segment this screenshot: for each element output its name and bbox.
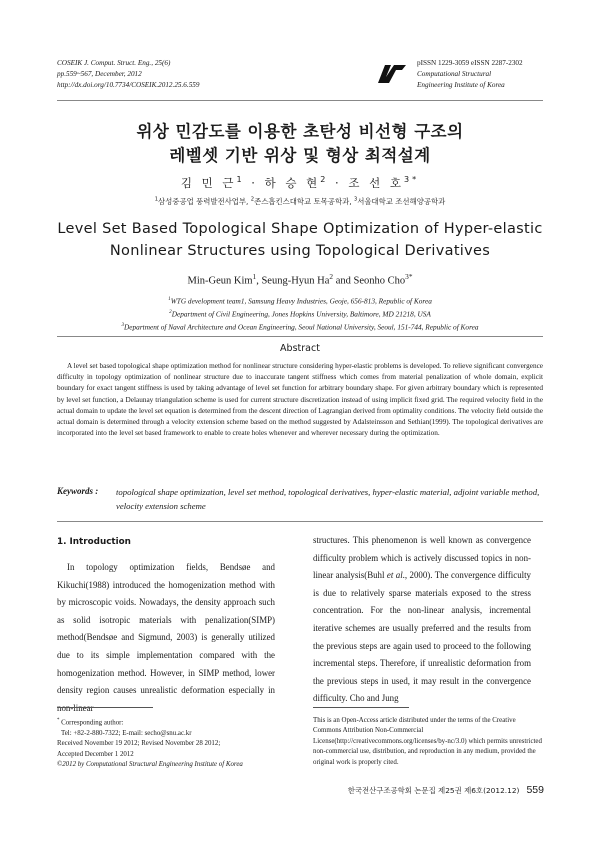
journal-line-2: pp.559~567, December, 2012 (57, 70, 142, 78)
journal-info-right (417, 58, 523, 91)
corresponding-author: Corresponding author: (59, 719, 124, 727)
affil-en-line-1 (0, 294, 600, 307)
author-footnote (57, 716, 287, 770)
korean-title-line-2: 레벨셋 기반 위상 및 형상 최적설계 (169, 146, 431, 165)
abstract-body: A level set based topological shape optimization method for nonlinear structure considering hyper-elastic problems is developed. To relieve significant convergence difficulty in topology optimization of nonlinear structure due to inaccurate tangent stiffness which comes from material penalization of whole domain, explicit boundary for exact tangent stiffness is used by taking advantage of level set function for arbitrary boundary shape. For given arbitrary boundary which is represented by level set function, a Delaunay triangulation scheme is used for current structure discretization instead of using implicit fixed grid. The required velocity field in the actual domain to update the level set equation is determined from the descent direction of Lagrangian derived from optimality conditions. The velocity field outside the actual domain is determined through a velocity extension scheme based on the method suggested by Adalsteinsson and Sethian(1999). The topological derivatives are incorporated into the level set based framework to enable to create holes whenever and wherever necessary during the optimization. (57, 362, 543, 438)
corresponding-author-line (57, 716, 287, 729)
accepted-date: Accepted December 1 2012 (57, 750, 134, 758)
english-title (0, 218, 600, 262)
received-dates: Received November 19 2012; Revised November 28 2012; (57, 740, 221, 748)
affil-ko-1: 삼성중공업 풍력발전사업부, (158, 197, 251, 206)
affil-ko-sup-1: 1 (154, 196, 159, 203)
affil-en-2: Department of Civil Engineering, Jones Hopkins University, Baltimore, MD 21218, USA (171, 309, 431, 319)
author-1-en: Min-Geun Kim (187, 275, 253, 287)
footnote-divider-left (57, 707, 153, 708)
author-3-ko-sup: 3* (403, 175, 420, 185)
affil-ko-sup-3: 3 (353, 196, 358, 203)
section-heading-introduction: 1. Introduction (57, 537, 131, 547)
abstract-heading: Abstract (280, 343, 320, 354)
footer-journal: 한국전산구조공학회 논문집 제25권 제6호(2012.12) (347, 786, 520, 795)
society-line-1: Computational Structural (417, 70, 492, 78)
contact-info: Tel: +82-2-880-7322; E-mail: secho@snu.ac.kr (61, 729, 192, 737)
author-1-ko-sup: 1 (236, 175, 245, 185)
intro-right-column (313, 532, 531, 708)
copyright: ©2012 by Computational Structural Engineering Institute of Korea (57, 760, 243, 768)
english-authors (0, 272, 600, 287)
author-3-en: and Seonho Cho (333, 275, 406, 287)
intro-right-part-b: ., 2000). The convergence difficulty is due to relatively sparse materials exposed to the stress concentration. For the non-linear analysis, incremental iterative schemes are usually preferred and the results from the previous steps are again used to proceed to the following incremental steps. Therefore, if unrealistic deformation from the previous steps in used, it may result in the convergence difficulty. Cho and Jung (313, 570, 531, 704)
affil-ko-3: 서울대학교 조선해양공학과 (357, 197, 446, 206)
affil-en-sup-1: 1 (168, 296, 171, 302)
author-2-en-sup: 2 (329, 272, 334, 281)
affil-en-line-3 (0, 320, 600, 333)
intro-right-part-a: structures. This phenomenon is well known as convergence difficulty problem which is actively discussed topics in non-linear analysis(Buhl (313, 535, 531, 581)
journal-doi[interactable]: http://dx.doi.org/10.7734/COSEIK.2012.25.6.559 (57, 81, 200, 89)
issn: pISSN 1229-3059 eISSN 2287-2302 (417, 59, 523, 67)
abstract-bottom-divider (57, 521, 543, 522)
korean-title (0, 120, 600, 168)
affil-ko-2: 존스홉킨스대학교 토목공학과, (254, 197, 354, 206)
keywords-text: topological shape optimization, level set method, topological derivatives, hyper-elastic material, adjoint variable method, velocity extension scheme (116, 487, 540, 511)
affil-en-sup-3: 3 (121, 322, 125, 329)
intro-et-al: et al (386, 570, 403, 581)
author-separator: · (328, 176, 349, 190)
author-3-ko: 조 선 호 (348, 176, 404, 190)
author-1-en-sup: 1 (252, 272, 257, 281)
korean-affiliations (0, 196, 600, 207)
author-2-ko: 하 승 현 (264, 176, 321, 190)
journal-line-1: COSEIK J. Comput. Struct. Eng., 25(6) (57, 59, 171, 67)
english-title-line-2: Nonlinear Structures using Topological Derivatives (109, 243, 491, 259)
keywords-label: Keywords : (57, 486, 99, 496)
affil-en-1: WTG development team1, Samsung Heavy Industries, Geoje, 656-813, Republic of Korea (170, 296, 432, 306)
cosek-logo-icon (377, 62, 407, 84)
korean-authors (0, 175, 600, 191)
page-footer (280, 784, 544, 796)
footnote-divider-right (313, 707, 409, 708)
english-title-line-1: Level Set Based Topological Shape Optimization of Hyper-elastic (57, 221, 543, 237)
author-3-en-sup: 3* (405, 272, 413, 281)
author-2-en: , Seung-Hyun Ha (256, 275, 330, 287)
society-line-2: Engineering Institute of Korea (417, 81, 505, 89)
english-affiliations (0, 294, 600, 333)
affil-en-sup-2: 2 (169, 309, 172, 316)
page-number: 559 (526, 784, 544, 796)
intro-left-column: In topology optimization fields, Bendsøe and Kikuchi(1988) introduced the homogenization method with by microscopic voids. Nowadays, the density approach such as solid isotropic materials with penalization(SIMP) method(Bendsøe and Sigmund, 2003) is generally utilized due to its simple implementation compared with the homogenization method. However, in SIMP method, lower density region causes unrealistic deformation especially in non-linear (57, 562, 275, 713)
affil-ko-sup-2: 2 (250, 196, 255, 203)
author-separator: · (244, 176, 265, 190)
corresponding-mark: * (57, 718, 60, 723)
affil-en-3: Department of Naval Architecture and Ocean Engineering, Seoul National University, Seoul, 151-744, Republic of Korea (124, 322, 479, 332)
korean-title-line-1: 위상 민감도를 이용한 초탄성 비선형 구조의 (136, 122, 464, 141)
abstract-top-divider (57, 336, 543, 337)
journal-citation (57, 58, 199, 91)
open-access-note: This is an Open-Access article distributed under the terms of the Creative Commons Attribution Non-Commercial License(http://creativecommons.org/licenses/by-nc/3.0) which permits unrestricted non-commercial use, distribution, and reproduction in any medium, provided the original work is properly cited. (313, 717, 542, 766)
affil-en-line-2 (0, 307, 600, 320)
header-divider (57, 100, 543, 101)
author-1-ko: 김 민 근 (180, 176, 237, 190)
author-2-ko-sup: 2 (320, 175, 329, 185)
